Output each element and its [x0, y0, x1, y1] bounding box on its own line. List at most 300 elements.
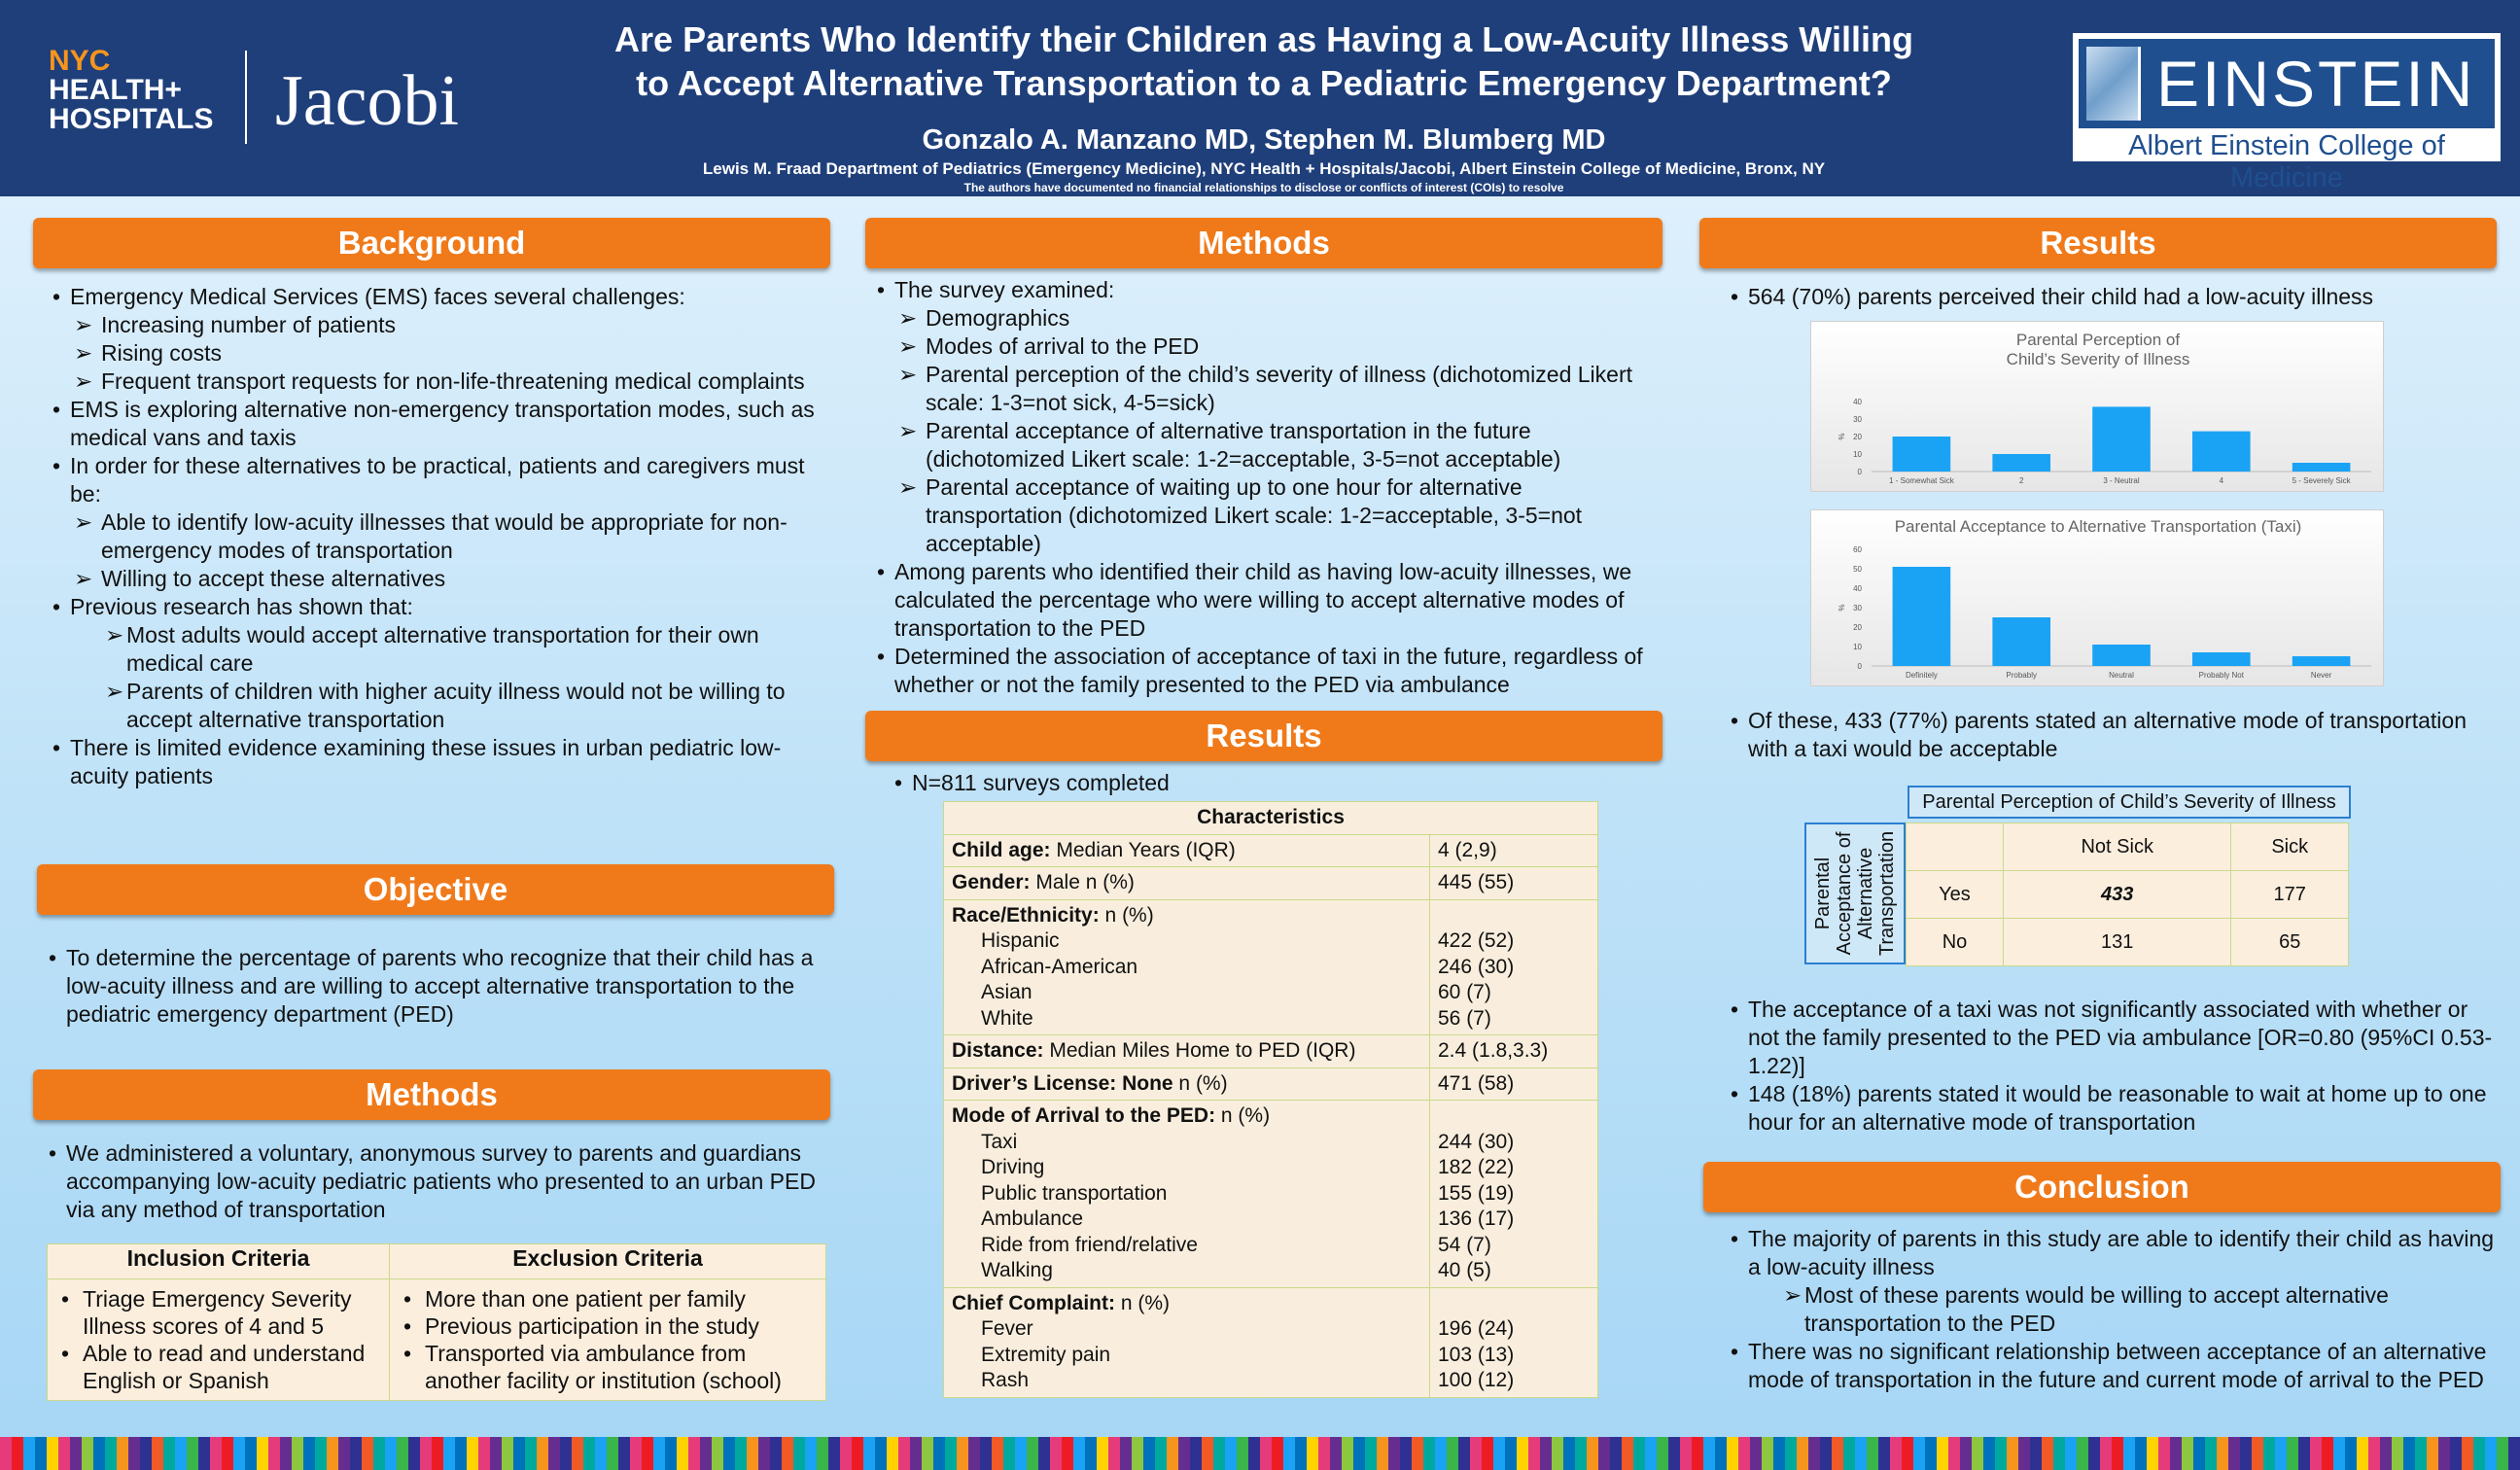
methods-left-bullet: • We administered a voluntary, anonymous survey to parents and guardians accompanying low-acuity pediatric patients who presented to an urban PED via any method of transportation — [47, 1139, 824, 1224]
y-tick-label: 20 — [1853, 433, 1862, 441]
mosaic-tile — [805, 1437, 817, 1470]
mosaic-tile — [2042, 1437, 2053, 1470]
x-tick-label: Never — [2310, 671, 2332, 680]
list-item: • There is limited evidence examining these issues in urban pediatric low-acuity patients — [51, 734, 828, 790]
mosaic-tile — [1260, 1437, 1272, 1470]
y-axis-label: % — [1838, 604, 1846, 612]
mosaic-tile — [922, 1437, 933, 1470]
poster-header — [0, 0, 2520, 196]
mosaic-tile — [1937, 1437, 1948, 1470]
mosaic-tile — [2485, 1437, 2497, 1470]
mosaic-tile — [1027, 1437, 1038, 1470]
mosaic-tile — [898, 1437, 910, 1470]
mosaic-tile — [1365, 1437, 1377, 1470]
criteria-item: • Transported via ambulance from another facility or institution (school) — [398, 1340, 818, 1394]
mosaic-tile — [1762, 1437, 1773, 1470]
mosaic-tile — [1447, 1437, 1458, 1470]
y-tick-label: 0 — [1857, 662, 1862, 671]
characteristic-label-bold: Driver’s License: None — [952, 1071, 1173, 1095]
mosaic-tile — [1890, 1437, 1902, 1470]
mosaic-tile — [1878, 1437, 1890, 1470]
mosaic-tile — [980, 1437, 992, 1470]
mosaic-tile — [630, 1437, 642, 1470]
mosaic-tile — [2427, 1437, 2438, 1470]
characteristic-sub-label: Walking — [981, 1259, 1053, 1281]
mosaic-tile — [2217, 1437, 2228, 1470]
results-right-bullet-2 — [1729, 707, 2497, 763]
mosaic-tile — [1073, 1437, 1085, 1470]
mosaic-tile — [1692, 1437, 1703, 1470]
mosaic-tile — [1423, 1437, 1435, 1470]
list-item: • EMS is exploring alternative non-emergency transportation modes, such as medical vans and taxis — [51, 396, 828, 452]
characteristic-sub-label: Hispanic — [981, 929, 1060, 952]
characteristic-label-bold: Mode of Arrival to the PED: — [952, 1104, 1216, 1127]
characteristic-sub-label: Taxi — [981, 1130, 1018, 1153]
mosaic-tile — [852, 1437, 863, 1470]
characteristic-label-rest: n (%) — [1115, 1291, 1171, 1314]
perception-table-top-header: Parental Perception of Child’s Severity of Illness — [1908, 786, 2351, 819]
mosaic-tile — [642, 1437, 653, 1470]
col-not-sick: Not Sick — [2004, 823, 2231, 871]
mosaic-tile — [2193, 1437, 2205, 1470]
mosaic-tile — [2450, 1437, 2462, 1470]
n-surveys — [892, 769, 1631, 797]
mosaic-tile — [385, 1437, 397, 1470]
methods-left-heading: Methods — [33, 1069, 830, 1120]
perception-table-side-header — [1804, 822, 1906, 964]
chart-title-line-2: Child’s Severity of Illness — [2006, 350, 2190, 368]
mosaic-tile — [1657, 1437, 1668, 1470]
einstein-wordmark: EINSTEIN — [2156, 48, 2476, 120]
mosaic-tile — [222, 1437, 233, 1470]
list-item: ➢ Most adults would accept alternative transportation for their own medical care — [51, 621, 828, 678]
results-right-heading: Results — [1699, 218, 2497, 268]
bar-2 — [2092, 645, 2151, 666]
mosaic-tile — [1785, 1437, 1797, 1470]
mosaic-tile — [1703, 1437, 1715, 1470]
characteristic-label-rest: n (%) — [1215, 1104, 1271, 1127]
bar-3 — [2192, 652, 2251, 666]
cell-yes-not-sick: 433 — [2004, 871, 2231, 919]
mosaic-tile — [525, 1437, 537, 1470]
mosaic-tile — [490, 1437, 502, 1470]
mosaic-tile — [1902, 1437, 1913, 1470]
bar-0 — [1893, 437, 1951, 472]
y-tick-label: 0 — [1857, 468, 1862, 476]
mosaic-tile — [432, 1437, 443, 1470]
bar-1 — [1992, 617, 2050, 666]
characteristic-sub-value: 196 (24) — [1438, 1317, 1515, 1340]
mosaic-tile — [1808, 1437, 1820, 1470]
characteristic-sub-label: Public transportation — [981, 1181, 1168, 1205]
chart-title: Parental Perception of — [2015, 331, 2181, 349]
objective-text — [47, 944, 815, 1029]
characteristic-value: 4 (2,9) — [1430, 834, 1598, 867]
mosaic-tile — [1330, 1437, 1342, 1470]
mosaic-tile — [2053, 1437, 2065, 1470]
criteria-item: • More than one patient per family — [398, 1285, 818, 1312]
characteristic-sub-label: Ambulance — [981, 1208, 1084, 1230]
chart-title: Parental Acceptance to Alternative Transportation (Taxi) — [1894, 517, 2302, 536]
mosaic-tile — [2508, 1437, 2520, 1470]
characteristic-sub-label: Fever — [981, 1317, 1033, 1340]
mosaic-tile — [1715, 1437, 1727, 1470]
mosaic-tile — [1353, 1437, 1365, 1470]
row-yes: Yes — [1907, 871, 2004, 919]
list-item: • There was no significant relationship between acceptance of an alternative mode of transportation in the future and current mode of arrival to the PED — [1729, 1338, 2497, 1394]
cell-yes-sick: 177 — [2231, 871, 2349, 919]
mosaic-tile — [2170, 1437, 2182, 1470]
mosaic-tile — [373, 1437, 385, 1470]
exclusion-list — [390, 1279, 826, 1401]
list-item: ➢ Rising costs — [51, 339, 828, 368]
y-axis-label: % — [1838, 433, 1846, 440]
list-item: • Previous research has shown that: — [51, 593, 828, 621]
list-item: ➢ Parental acceptance of alternative transportation in the future (dichotomized Likert scale: 1-2=acceptable, 3-5=not acceptable) — [875, 417, 1662, 473]
mosaic-tile — [198, 1437, 210, 1470]
characteristic-label-rest: Male n (%) — [1030, 871, 1135, 893]
mosaic-tile — [1797, 1437, 1808, 1470]
mosaic-tile — [1318, 1437, 1330, 1470]
mosaic-tile — [362, 1437, 373, 1470]
mosaic-tile — [1283, 1437, 1295, 1470]
criteria-item: • Previous participation in the study — [398, 1312, 818, 1340]
mosaic-tile — [1750, 1437, 1762, 1470]
characteristic-label-rest: Median Years (IQR) — [1050, 838, 1236, 861]
mosaic-tile — [1983, 1437, 1995, 1470]
methods-mid-heading: Methods — [865, 218, 1662, 268]
chart-taxi-svg — [1811, 510, 2385, 687]
mosaic-tile — [245, 1437, 257, 1470]
mosaic-tile — [2263, 1437, 2275, 1470]
mosaic-tile — [327, 1437, 338, 1470]
objective-heading: Objective — [37, 864, 834, 915]
inclusion-list — [48, 1279, 390, 1401]
list-item: ➢ Parental perception of the child’s severity of illness (dichotomized Likert scale: 1-3=not sick, 4-5=sick) — [875, 361, 1662, 417]
mosaic-tile — [2123, 1437, 2135, 1470]
characteristics-row — [944, 1035, 1598, 1068]
characteristic-sub-value: 54 (7) — [1438, 1233, 1491, 1256]
bullet-low-acuity: • 564 (70%) parents perceived their child had a low-acuity illness — [1729, 283, 2497, 311]
chart-taxi — [1810, 509, 2384, 686]
characteristic-value — [1430, 1287, 1598, 1397]
mosaic-tile — [513, 1437, 525, 1470]
mosaic-tile — [1458, 1437, 1470, 1470]
characteristic-label-rest: n (%) — [1099, 903, 1154, 927]
list-item: • Emergency Medical Services (EMS) faces several challenges: — [51, 283, 828, 311]
mosaic-tile — [0, 1437, 12, 1470]
mosaic-tile — [735, 1437, 747, 1470]
mosaic-tile — [2287, 1437, 2298, 1470]
mosaic-tile — [1213, 1437, 1225, 1470]
x-tick-label: 1 - Somewhat Sick — [1889, 476, 1954, 485]
n-surveys-bullet: • N=811 surveys completed — [892, 769, 1631, 797]
characteristic-sub-label: White — [981, 1006, 1033, 1030]
mosaic-tile — [688, 1437, 700, 1470]
y-tick-label: 10 — [1853, 450, 1862, 459]
logo-health: HEALTH+ — [49, 74, 182, 106]
mosaic-tile — [315, 1437, 327, 1470]
mosaic-tile — [1038, 1437, 1050, 1470]
mosaic-tile — [665, 1437, 677, 1470]
mosaic-tile — [1085, 1437, 1097, 1470]
mosaic-tile — [548, 1437, 560, 1470]
logo-divider — [245, 51, 247, 144]
mosaic-tile — [2473, 1437, 2485, 1470]
mosaic-tile — [747, 1437, 758, 1470]
y-tick-label: 40 — [1853, 398, 1862, 406]
mosaic-tile — [2368, 1437, 2380, 1470]
characteristic-sub-value: 100 (12) — [1438, 1369, 1515, 1391]
perception-acceptance-table — [1906, 822, 2349, 966]
objective-bullet: • To determine the percentage of parents who recognize that their child has a low-acuity illness and are willing to accept alternative transportation to the pediatric emergency department (PED) — [47, 944, 815, 1029]
mosaic-tile — [1598, 1437, 1610, 1470]
mosaic-tile — [268, 1437, 280, 1470]
nyc-health-hospitals-logo — [49, 47, 213, 134]
mosaic-tile — [2018, 1437, 2030, 1470]
mosaic-tile — [1855, 1437, 1867, 1470]
authors: Gonzalo A. Manzano MD, Stephen M. Blumberg MD — [922, 124, 1606, 156]
mosaic-tile — [408, 1437, 420, 1470]
mosaic-tile — [863, 1437, 875, 1470]
list-item: ➢ Increasing number of patients — [51, 311, 828, 339]
background-heading: Background — [33, 218, 830, 268]
characteristic-label — [944, 867, 1430, 900]
mosaic-tile — [700, 1437, 712, 1470]
mosaic-tile — [572, 1437, 583, 1470]
einstein-logo-banner — [2079, 39, 2495, 128]
title-line-2: to Accept Alternative Transportation to a Pediatric Emergency Department? — [636, 63, 1892, 103]
mosaic-tile — [2100, 1437, 2112, 1470]
einstein-emblem-icon — [2086, 47, 2141, 121]
mosaic-tile — [2135, 1437, 2147, 1470]
mosaic-tile — [1493, 1437, 1505, 1470]
characteristic-sub-label: Ride from friend/relative — [981, 1233, 1198, 1256]
mosaic-tile — [1517, 1437, 1528, 1470]
mosaic-tile — [1587, 1437, 1598, 1470]
mosaic-tile — [292, 1437, 303, 1470]
mosaic-tile — [1015, 1437, 1027, 1470]
characteristics-row — [944, 834, 1598, 867]
einstein-subtitle: Albert Einstein College of Medicine — [2128, 130, 2445, 193]
mosaic-tile — [58, 1437, 70, 1470]
list-item: ➢ Willing to accept these alternatives — [51, 565, 828, 593]
mosaic-tile — [1120, 1437, 1132, 1470]
mosaic-tile — [140, 1437, 152, 1470]
mosaic-tile — [1400, 1437, 1412, 1470]
list-item: ➢ Parental acceptance of waiting up to one hour for alternative transportation (dichotomized Likert scale: 1-2=acceptable, 3-5=not acceptable) — [875, 473, 1662, 558]
affiliation: Lewis M. Fraad Department of Pediatrics (Emergency Medicine), NYC Health + Hospitals/Jacobi, Albert Einstein College of Medicine, Bronx, NY — [702, 159, 1826, 178]
mosaic-tile — [1482, 1437, 1493, 1470]
mosaic-tile — [957, 1437, 968, 1470]
criteria-table — [47, 1243, 826, 1401]
characteristic-label-rest: Median Miles Home to PED (IQR) — [1043, 1039, 1356, 1062]
mosaic-tile — [1108, 1437, 1120, 1470]
mosaic-tile — [70, 1437, 82, 1470]
characteristic-label-bold: Race/Ethnicity: — [952, 903, 1100, 927]
mosaic-tile — [2497, 1437, 2508, 1470]
mosaic-tile — [117, 1437, 128, 1470]
y-tick-label: 30 — [1853, 604, 1862, 612]
bar-4 — [2292, 463, 2351, 472]
list-item: ➢ Able to identify low-acuity illnesses that would be appropriate for non-emergency modes of transportation — [51, 508, 828, 565]
mosaic-tile — [1248, 1437, 1260, 1470]
mosaic-tile — [1727, 1437, 1738, 1470]
logo-nyc: NYC — [49, 45, 111, 77]
mosaic-tile — [2240, 1437, 2252, 1470]
coi-statement: The authors have documented no financial relationships to disclose or conflicts of interest (COIs) to resolve — [963, 181, 1564, 194]
mosaic-tile — [1178, 1437, 1190, 1470]
characteristic-sub-label: Driving — [981, 1156, 1045, 1178]
mosaic-tile — [420, 1437, 432, 1470]
mosaic-tile — [2112, 1437, 2123, 1470]
characteristic-label — [944, 1287, 1430, 1397]
x-tick-label: Probably Not — [2198, 671, 2244, 680]
mosaic-tile — [677, 1437, 688, 1470]
list-item: • Among parents who identified their child as having low-acuity illnesses, we calculated the percentage who were willing to accept alternative modes of transportation to the PED — [875, 558, 1662, 643]
criteria-item: • Able to read and understand English or Spanish — [55, 1340, 381, 1394]
mosaic-tile — [128, 1437, 140, 1470]
mosaic-tile — [338, 1437, 350, 1470]
mosaic-tile — [1435, 1437, 1447, 1470]
characteristic-sub-label: Extremity pain — [981, 1343, 1111, 1366]
mosaic-tile — [1773, 1437, 1785, 1470]
mosaic-tile — [583, 1437, 595, 1470]
mosaic-tile — [1668, 1437, 1680, 1470]
mosaic-tile — [1540, 1437, 1552, 1470]
mosaic-tile — [280, 1437, 292, 1470]
results-right-bullets-3-4 — [1729, 996, 2497, 1137]
mosaic-tile — [910, 1437, 922, 1470]
title-line-1: Are Parents Who Identify their Children as Having a Low-Acuity Illness Willing — [614, 19, 1913, 59]
mosaic-tile — [618, 1437, 630, 1470]
mosaic-tile — [887, 1437, 898, 1470]
mosaic-tile — [793, 1437, 805, 1470]
row-no: No — [1907, 919, 2004, 966]
mosaic-tile — [2182, 1437, 2193, 1470]
x-tick-label: Neutral — [2109, 671, 2134, 680]
y-tick-label: 50 — [1853, 565, 1862, 574]
mosaic-tile — [2147, 1437, 2158, 1470]
mosaic-tile — [2415, 1437, 2427, 1470]
mosaic-tile — [2333, 1437, 2345, 1470]
mosaic-tile — [1225, 1437, 1237, 1470]
mosaic-tile — [2357, 1437, 2368, 1470]
mosaic-tile — [2298, 1437, 2310, 1470]
mosaic-tile — [163, 1437, 175, 1470]
mosaic-tile — [1843, 1437, 1855, 1470]
x-tick-label: 4 — [2219, 476, 2224, 485]
characteristic-sub-value: 155 (19) — [1438, 1181, 1515, 1205]
mosaic-tile — [1167, 1437, 1178, 1470]
mosaic-tile — [933, 1437, 945, 1470]
bar-3 — [2192, 432, 2251, 472]
characteristic-label — [944, 1068, 1430, 1101]
characteristic-label — [944, 1035, 1430, 1068]
mosaic-tile — [1202, 1437, 1213, 1470]
mosaic-tile — [1295, 1437, 1307, 1470]
list-item: ➢ Modes of arrival to the PED — [875, 332, 1662, 361]
characteristic-label-bold: Child age: — [952, 838, 1051, 861]
list-item: • Determined the association of acceptance of taxi in the future, regardless of whether or not the family presented to the PED via ambulance — [875, 643, 1662, 699]
mosaic-tile — [1505, 1437, 1517, 1470]
mosaic-tile — [840, 1437, 852, 1470]
bar-0 — [1893, 567, 1951, 666]
characteristic-value: 445 (55) — [1430, 867, 1598, 900]
characteristic-value — [1430, 899, 1598, 1035]
mosaic-tile — [257, 1437, 268, 1470]
list-item: ➢ Parents of children with higher acuity illness would not be willing to accept alternative transportation — [51, 678, 828, 734]
mosaic-tile — [1412, 1437, 1423, 1470]
mosaic-tile — [782, 1437, 793, 1470]
mosaic-tile — [1470, 1437, 1482, 1470]
x-tick-label: 5 - Severely Sick — [2292, 476, 2351, 485]
methods-left-text — [47, 1139, 824, 1224]
mosaic-tile — [175, 1437, 187, 1470]
mosaic-tile — [2065, 1437, 2077, 1470]
characteristics-row — [944, 1101, 1598, 1288]
characteristic-value: 2.4 (1.8,3.3) — [1430, 1035, 1598, 1068]
side-header-text: Parental Acceptance of Alternative Transportation — [1812, 830, 1898, 957]
mosaic-tile — [1307, 1437, 1318, 1470]
mosaic-tile — [397, 1437, 408, 1470]
characteristic-sub-value: 60 (7) — [1438, 981, 1491, 1003]
mosaic-tile — [187, 1437, 198, 1470]
characteristics-row — [944, 867, 1598, 900]
mosaic-tile — [1097, 1437, 1108, 1470]
logo-hospitals: HOSPITALS — [49, 103, 214, 135]
characteristic-label — [944, 1101, 1430, 1288]
chart-severity-svg — [1811, 322, 2385, 493]
mosaic-tile — [1003, 1437, 1015, 1470]
x-tick-label: 2 — [2018, 476, 2024, 485]
mosaic-tile — [2380, 1437, 2392, 1470]
chart-severity — [1810, 321, 2384, 492]
characteristics-row — [944, 1287, 1598, 1397]
col-sick: Sick — [2231, 823, 2349, 871]
characteristic-value: 471 (58) — [1430, 1068, 1598, 1101]
criteria-item: • Triage Emergency Severity Illness scores of 4 and 5 — [55, 1285, 381, 1340]
mosaic-tile — [2322, 1437, 2333, 1470]
mosaic-tile — [653, 1437, 665, 1470]
mosaic-tile — [303, 1437, 315, 1470]
mosaic-tile — [712, 1437, 723, 1470]
characteristic-sub-label: Rash — [981, 1369, 1030, 1391]
mosaic-tile — [82, 1437, 93, 1470]
einstein-logo — [2071, 31, 2502, 193]
characteristic-sub-value: 244 (30) — [1438, 1130, 1515, 1153]
y-tick-label: 30 — [1853, 415, 1862, 424]
mosaic-tile — [23, 1437, 35, 1470]
characteristic-sub-value: 56 (7) — [1438, 1006, 1491, 1030]
characteristics-row — [944, 899, 1598, 1035]
mosaic-tile — [1738, 1437, 1750, 1470]
mosaic-tile — [607, 1437, 618, 1470]
mosaic-tile — [467, 1437, 478, 1470]
y-tick-label: 20 — [1853, 623, 1862, 632]
mosaic-tile — [2392, 1437, 2403, 1470]
results-right-bullet-1 — [1729, 283, 2497, 311]
mosaic-tile — [1528, 1437, 1540, 1470]
mosaic-tile — [992, 1437, 1003, 1470]
mosaic-tile — [1237, 1437, 1248, 1470]
bar-1 — [1992, 454, 2050, 472]
exclusion-header: Exclusion Criteria — [390, 1244, 826, 1279]
mosaic-tile — [758, 1437, 770, 1470]
mosaic-tile — [875, 1437, 887, 1470]
mosaic-tile — [1143, 1437, 1155, 1470]
characteristics-row — [944, 1068, 1598, 1101]
